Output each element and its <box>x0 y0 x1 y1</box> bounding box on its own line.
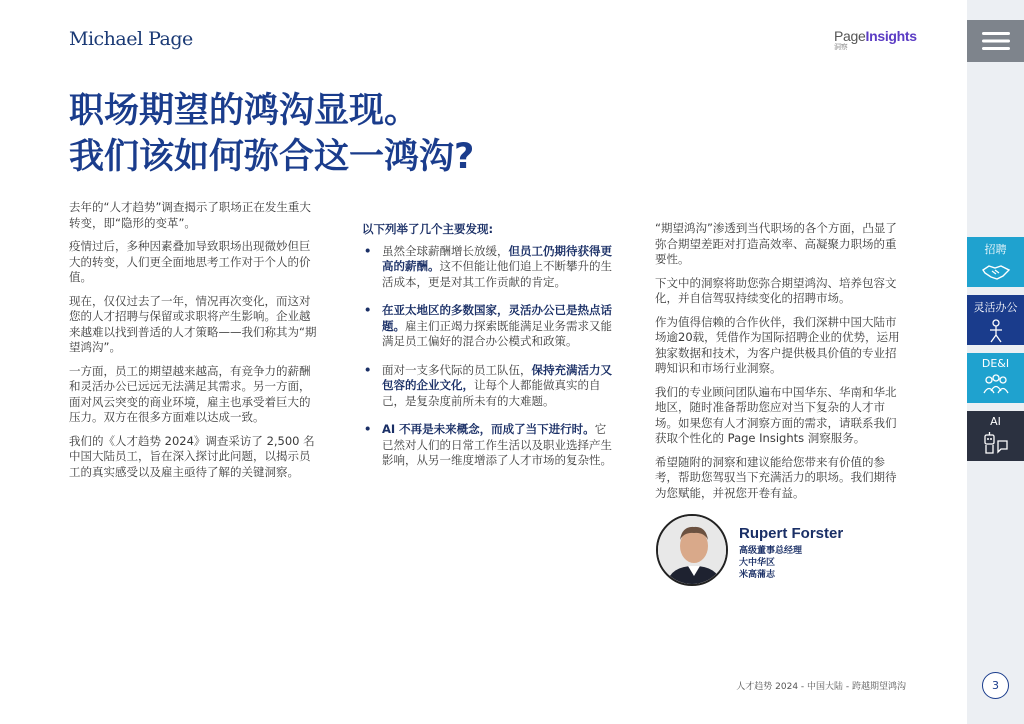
page-number: 3 <box>982 672 1009 699</box>
michael-page-logo: Michael Page <box>69 28 193 50</box>
intro-paragraph: 现在，仅仅过去了一年，情况再次变化，而这对您的人才招聘与保留或求职将产生影响。企业越来越难以找到普适的人才策略——我们称其为“期望鸿沟”。 <box>69 293 317 354</box>
intro-paragraph: 疫情过后，多种因素叠加导致职场出现微妙但巨大的转变，人们更全面地思考工作对于个人的价值。 <box>69 239 311 284</box>
insights-paragraph: 作为值得信赖的合作伙伴，我们深耕中国大陆市场逾20载，凭借作为国际招聘企业的优势，运用独家数据和技术，为客户提供极具价值的专业招聘知识和市场行业洞察。 <box>655 314 900 375</box>
page-title <box>69 88 669 180</box>
finding-item: • 面对一支多代际的员工队伍，保持充满活力又包容的企业文化，让每个人都能做真实的自己，是复杂度前所未有的大难题。 <box>362 363 612 410</box>
sidebar-tab-recruitment[interactable] <box>967 237 1024 287</box>
findings-lead: 以下列举了几个主要发现: <box>362 222 494 236</box>
people-icon <box>981 373 1011 397</box>
insights-column <box>655 221 905 509</box>
logo-insights-text: Insights <box>865 28 917 44</box>
flexible-work-icon <box>984 318 1008 344</box>
sidebar-tab-label: DE&I <box>981 357 1010 370</box>
page-insights-logo <box>834 28 917 52</box>
menu-button[interactable] <box>967 20 1024 62</box>
robot-icon <box>982 431 1010 455</box>
title-line-2: 我们该如何弥合这一鸿沟? <box>69 137 475 177</box>
insights-paragraph: 希望随附的洞察和建议能给您带来有价值的参考，帮助您驾驭当下充满活力的职场。我们期待为您赋能，并祝您开卷有益。 <box>655 454 897 500</box>
finding-item: • 在亚太地区的多数国家，灵活办公已是热点话题。雇主们正竭力探索既能满足业务需求又能满足员工偏好的混合办公模式和政策。 <box>362 303 612 350</box>
logo-sub-text: 洞察 <box>834 44 848 51</box>
handshake-icon <box>981 260 1011 282</box>
avatar <box>656 514 728 586</box>
intro-paragraph: 我们的《人才趋势 2024》调查采访了 2,500 名中国大陆员工，旨在深入探讨此问题，以揭示员工的真实感受以及雇主亟待了解的关键洞察。 <box>69 433 315 479</box>
insights-paragraph: 下文中的洞察将助您弥合期望鸿沟、培养包容文化，并自信驾驭持续变化的招聘市场。 <box>655 275 897 305</box>
insights-paragraph: 我们的专业顾问团队遍布中国华东、华南和华北地区，随时准备帮助您应对当下复杂的人才市场。如果您有人才洞察方面的需求，请联系我们获取个性化的 Page Insights 洞察服务。 <box>655 384 897 445</box>
title-line-1: 职场期望的鸿沟显现。 <box>69 91 420 131</box>
hamburger-icon <box>982 31 1010 51</box>
profile-name: Rupert Forster <box>739 525 844 542</box>
intro-column <box>69 200 319 488</box>
sidebar-tab-label: 招聘 <box>984 243 1007 256</box>
profile-role-line: 高级董事总经理 <box>739 546 803 556</box>
profile-role-line: 大中华区 <box>739 558 776 568</box>
finding-item: • AI 不再是未来概念，而成了当下进行时。它已然对人们的日常工作生活以及职业选择产生影响，从另一维度增添了人才市场的复杂性。 <box>362 422 612 469</box>
findings-list <box>362 244 612 469</box>
finding-item: • 虽然全球薪酬增长放缓，但员工仍期待获得更高的薪酬。这不但能让他们追上不断攀升的生活成本，更是对其工作贡献的肯定。 <box>362 244 612 291</box>
profile-role-line: 米高蒲志 <box>739 570 776 580</box>
sidebar-tab-flexible-work[interactable] <box>967 295 1024 345</box>
intro-paragraph: 一方面，员工的期望越来越高，有竞争力的薪酬和灵活办公已远远无法满足其需求。另一方面，面对风云突变的商业环境，雇主也承受着巨大的压力。双方在很多方面难以达成一致。 <box>69 363 311 424</box>
logo-page-text: Page <box>834 28 866 44</box>
intro-paragraph: 去年的“人才趋势”调查揭示了职场正在发生重大转变，即“隐形的变革”。 <box>69 200 311 230</box>
sidebar-tab-label: AI <box>990 415 1001 428</box>
profile-role <box>739 545 802 581</box>
insights-paragraph: “期望鸿沟”渗透到当代职场的各个方面，凸显了弥合期望差距对打造高效率、高凝聚力职场的重要性。 <box>655 221 897 266</box>
sidebar-tab-ai[interactable] <box>967 411 1024 461</box>
findings-column <box>362 222 612 482</box>
footer-caption: 人才趋势 2024 - 中国大陆 - 跨越期望鸿沟 <box>736 682 906 692</box>
sidebar-tab-label: 灵活办公 <box>973 301 1018 314</box>
sidebar-tab-dei[interactable] <box>967 353 1024 403</box>
